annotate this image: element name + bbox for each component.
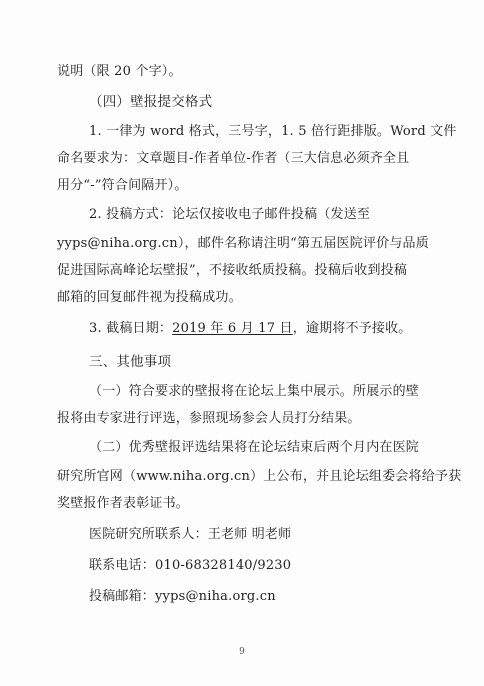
- deadline-note: ，逾期将不予接收。: [292, 321, 412, 336]
- text-line: 奖壁报作者表彰证书。: [57, 496, 190, 511]
- section-heading-submission-format: （四）壁报提交格式: [89, 94, 213, 110]
- text-line: 研究所官网（www.niha.org.cn）上公布，并且论坛组委会将给予获: [57, 469, 462, 484]
- text-line: 说明（限 20 个字）。: [57, 64, 182, 79]
- contact-phone: 联系电话：010-68328140/9230: [89, 558, 292, 573]
- text-line: 促进国际高峰论坛壁报”，不接收纸质投稿。投稿后收到投稿: [57, 263, 408, 278]
- text-line: 1. 一律为 word 格式，三号字，1. 5 倍行距排版。Word 文件: [89, 124, 457, 139]
- text-line: 2. 投稿方式：论坛仅接收电子邮件投稿（发送至: [89, 207, 371, 222]
- deadline-line: [89, 321, 412, 337]
- deadline-date: 2019 年 6 月 17 日: [172, 321, 293, 336]
- text-line: 用分“-”符合间隔开）。: [57, 178, 188, 193]
- text-line: 命名要求为：文章题目-作者单位-作者（三大信息必须齐全且: [57, 151, 410, 166]
- submission-email: 投稿邮箱：yyps@niha.org.cn: [89, 589, 276, 604]
- text-line: （一）符合要求的壁报将在论坛上集中展示。所展示的壁: [89, 384, 420, 399]
- section-heading-other-matters: 三、其他事项: [89, 354, 172, 370]
- contact-persons: 医院研究所联系人：王老师 明老师: [89, 527, 292, 542]
- text-line: yyps@niha.org.cn），邮件名称请注明“第五届医院评价与品质: [57, 236, 429, 251]
- text-line: （二）优秀壁报评选结果将在论坛结束后两个月内在医院: [89, 440, 420, 455]
- deadline-label: 3. 截稿日期：: [89, 321, 173, 336]
- page-number: 9: [239, 647, 245, 657]
- text-line: 邮箱的回复邮件视为投稿成功。: [57, 290, 242, 305]
- text-line: 报将由专家进行评选，参照现场参会人员打分结果。: [57, 411, 361, 426]
